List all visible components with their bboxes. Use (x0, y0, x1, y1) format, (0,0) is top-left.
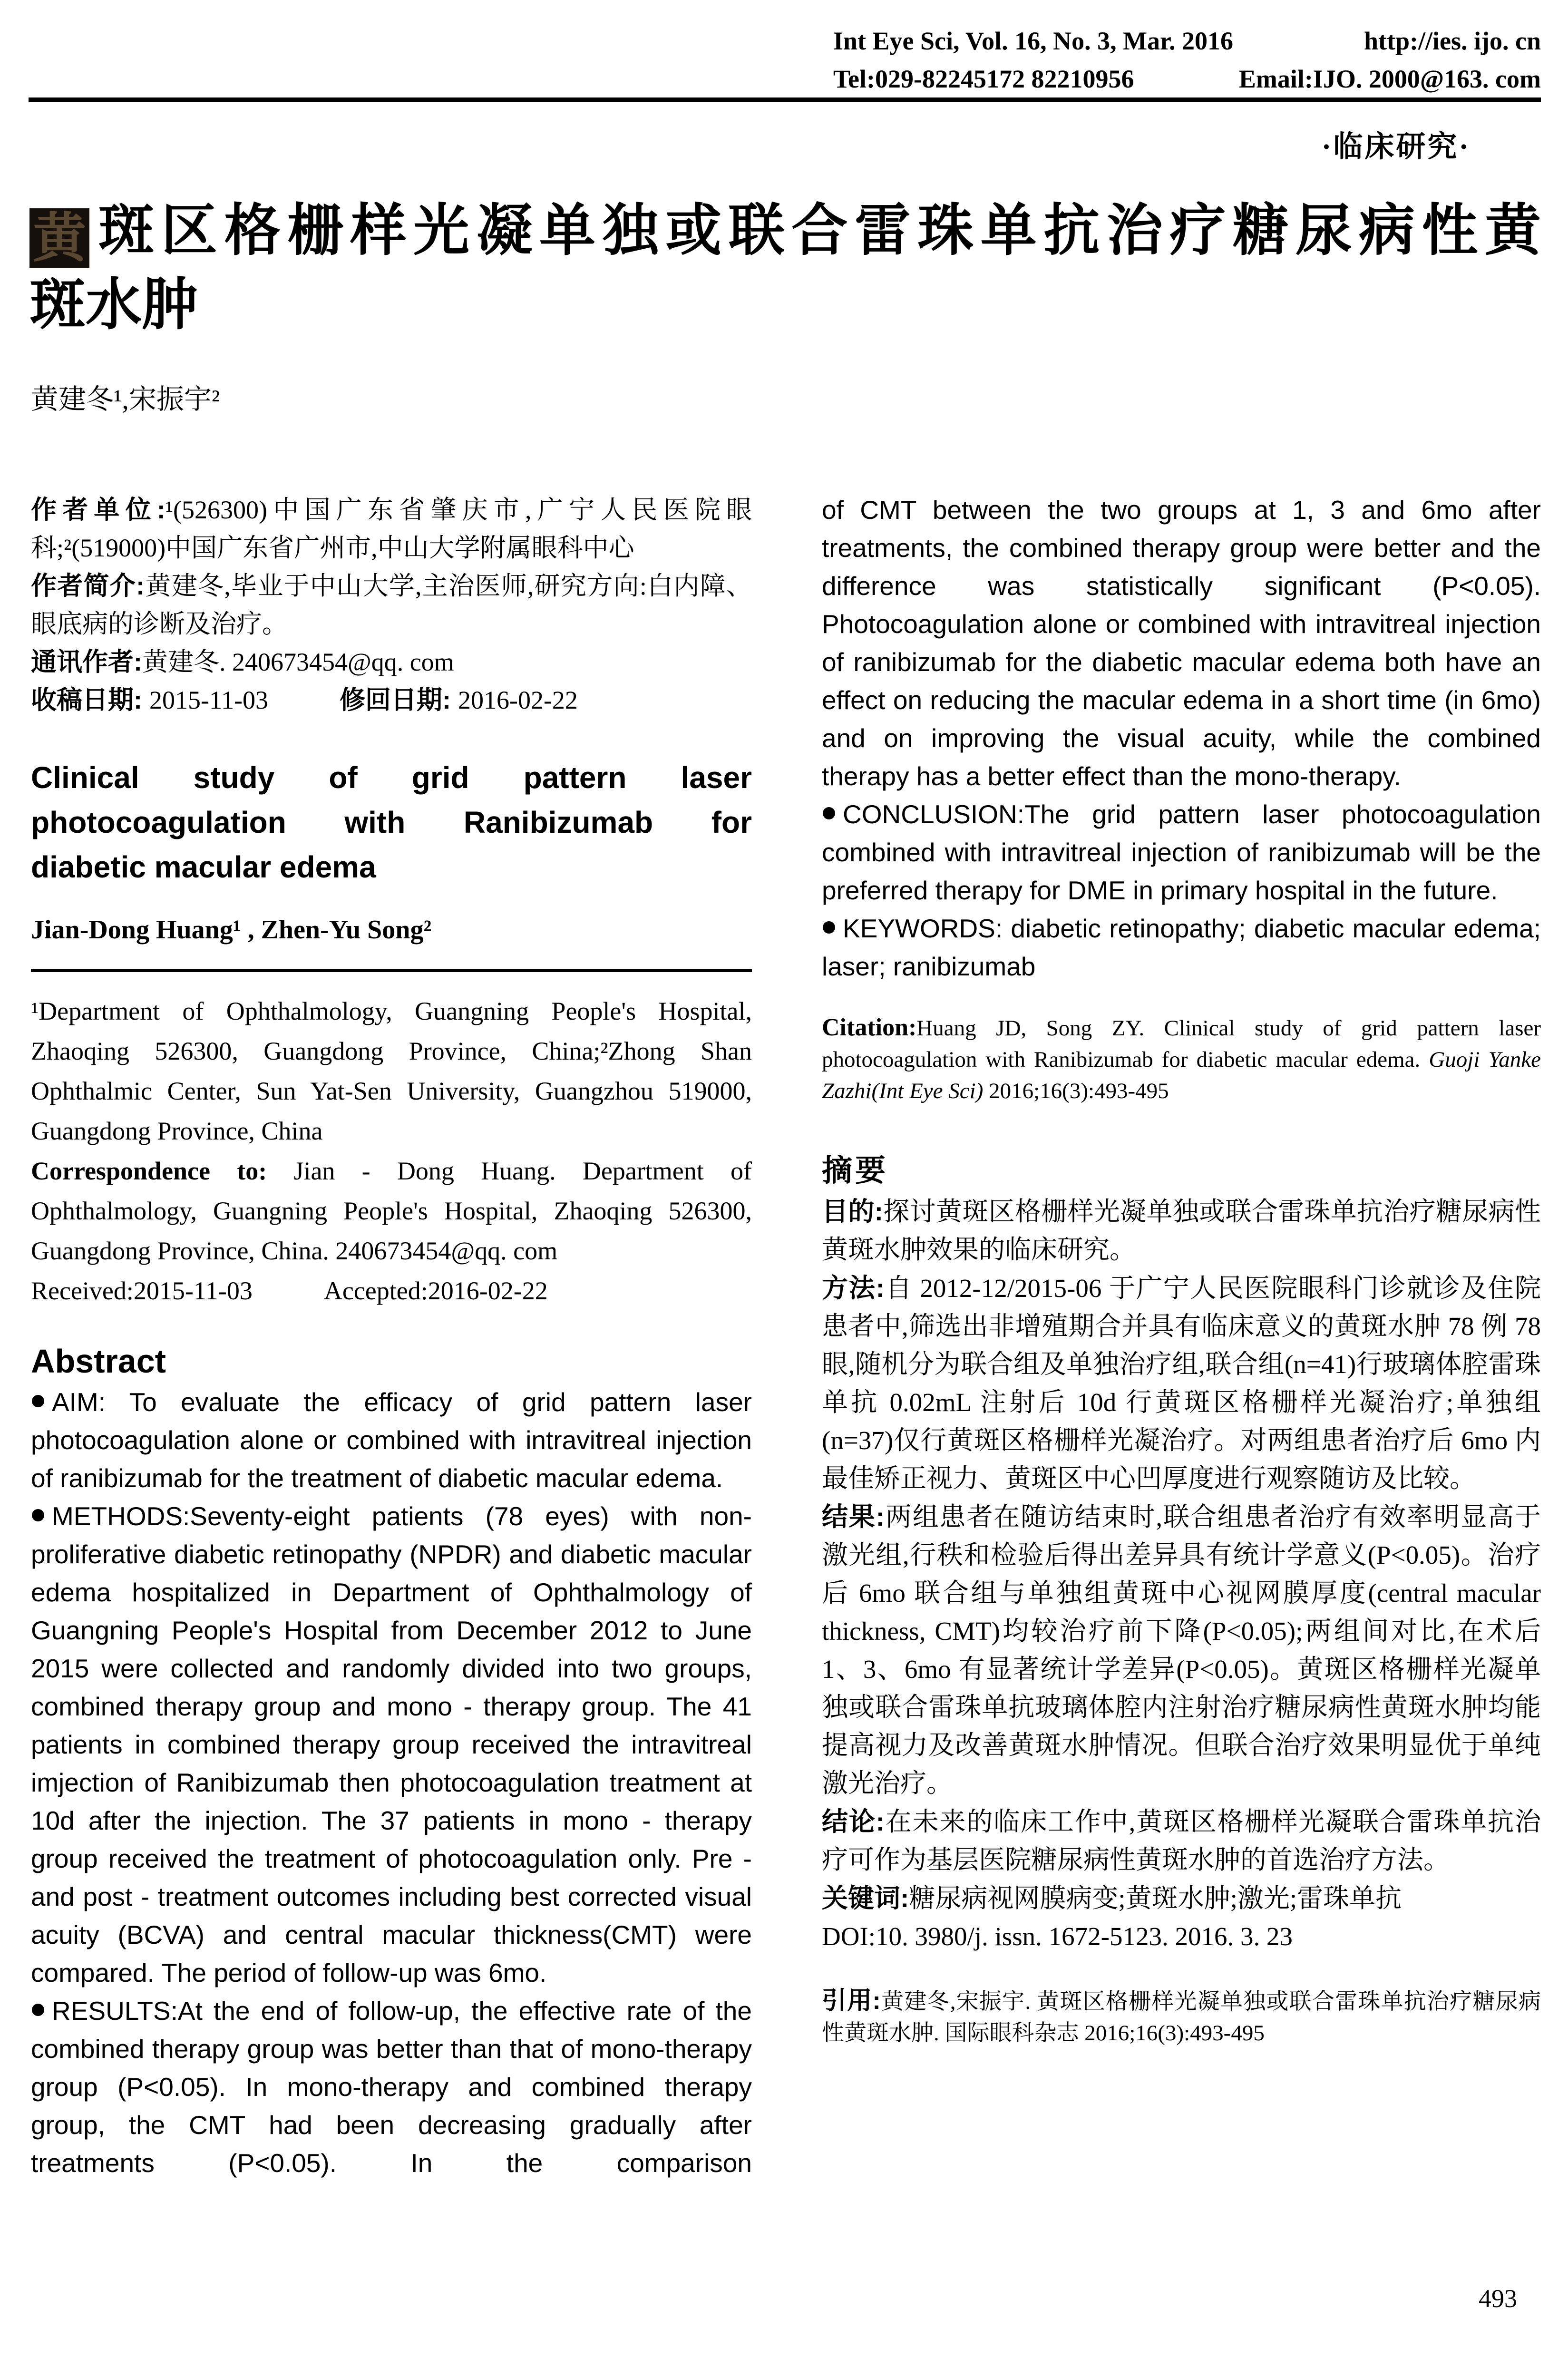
citation-en-paragraph (822, 1012, 1541, 1107)
bullet-icon (32, 1509, 44, 1521)
article-title-en (31, 755, 752, 889)
aim-cn-label: 目的: (822, 1197, 883, 1226)
doi-line: DOI:10. 3980/j. issn. 1672-5123. 2016. 3. 23 (822, 1922, 1293, 1951)
abstract-cn-conclusion-paragraph (822, 1802, 1541, 1879)
author-divider-rule (31, 969, 752, 972)
methods-text: Seventy-eight patients (78 eyes) with non-proliferative diabetic retinopathy (NPDR) and diabetic macular edema hospitalized in Department of Ophthalmology of Guangning People's Hospital from December 2012 to June 2015 were collected and randomly divided into two groups, combined therapy group and mono - therapy group. The 41 patients in combined therapy group received the intravitreal imjection of Ranibizumab then photocoagulation treatment at 10d after the injection. The 37 patients in mono - therapy group received the treatment of photocoagulation only. Pre - and post - treatment outcomes including best corrected visual acuity (BCVA) and central macular thickness(CMT) were compared. The period of follow-up was 6mo. (31, 1501, 752, 1987)
right-column (822, 491, 1541, 2049)
title-cn-line1 (29, 194, 1541, 268)
keywords-text: diabetic retinopathy; diabetic macular edema; laser; ranibizumab (822, 914, 1541, 981)
bullet-icon (32, 1395, 44, 1407)
article-title-cn (29, 194, 1541, 341)
abstract-heading: Abstract (31, 1343, 166, 1380)
citation-en-journal: Guoji Yanke Zazhi(Int Eye Sci) (822, 1047, 1541, 1103)
citation-en-text: Huang JD, Song ZY. Clinical study of grid pattern laser photocoagulation with Ranibizumab for diabetic macular edema. (822, 1016, 1541, 1072)
section-label: ·临床研究· (1321, 131, 1471, 163)
masthead-line-2 (833, 60, 1541, 98)
abstract-conclusion-paragraph (822, 795, 1541, 909)
title-cn-line1-text: 斑区格栅样光凝单独或联合雷珠单抗治疗糖尿病性黄 (91, 199, 1541, 262)
keywords-cn-text: 糖尿病视网膜病变;黄斑水肿;激光;雷珠单抗 (909, 1884, 1402, 1913)
author-unit-label: 作者单位: (31, 496, 166, 524)
keywords-cn-label: 关键词: (822, 1883, 909, 1913)
author-bio-paragraph (31, 567, 752, 643)
received-date-label: 收稿日期: (31, 686, 149, 714)
abstract-cn-keywords-paragraph (822, 1879, 1541, 1918)
bullet-icon (823, 921, 835, 934)
correspondence-paragraph (31, 1151, 752, 1271)
author-bio-label: 作者简介: (31, 572, 145, 600)
results-cn-label: 结果: (822, 1502, 885, 1531)
title-cn-line2: 斑水肿 (29, 273, 198, 336)
results-label: RESULTS: (52, 1996, 178, 2026)
correspondence-label: Correspondence to: (31, 1157, 267, 1185)
results-text-left: At the end of follow-up, the effective rate of the combined therapy group was better than that of mono-therapy group (P<0.05). In mono-therapy and combined therapy group, the CMT had been decreasing gradually after treatments (P<0.05). In the comparison (31, 1996, 752, 2178)
aim-cn-text: 探讨黄斑区格栅样光凝单独或联合雷珠单抗治疗糖尿病性黄斑水肿效果的临床研究。 (822, 1197, 1541, 1264)
author-bio-text: 黄建冬,毕业于中山大学,主治医师,研究方向:白内障、眼底病的诊断及治疗。 (31, 572, 752, 638)
keywords-label: KEYWORDS: (843, 914, 1003, 943)
citation-cn-text: 黄建冬,宋振宇. 黄斑区格栅样光凝单独或联合雷珠单抗治疗糖尿病性黄斑水肿. 国际眼科杂志 2016;16(3):493-495 (822, 1989, 1541, 2046)
citation-cn-label: 引用: (822, 1987, 881, 2015)
dropcap-character: 黄 (29, 208, 89, 268)
title-en-line2: photocoagulation with Ranibizumab for (31, 805, 752, 839)
masthead-rule (29, 97, 1541, 102)
abstract-keywords-paragraph (822, 909, 1541, 985)
author-unit-text: ¹(526300)中国广东省肇庆市,广宁人民医院眼科;²(519000)中国广东省广州市,中山大学附属眼科中心 (31, 496, 752, 562)
page-number: 493 (1479, 2284, 1517, 2313)
methods-label: METHODS: (52, 1501, 190, 1531)
abstract-cn-aim-paragraph (822, 1192, 1541, 1269)
conclusion-cn-text: 在未来的临床工作中,黄斑区格栅样光凝联合雷珠单抗治疗可作为基层医院糖尿病性黄斑水肿的首选治疗方法。 (822, 1807, 1541, 1874)
masthead-line-1 (833, 22, 1541, 60)
title-en-line1: Clinical study of grid pattern laser (31, 760, 752, 795)
authors-cn: 黄建冬¹,宋振宇² (31, 384, 220, 415)
left-column (31, 491, 752, 2182)
author-unit-paragraph (31, 491, 752, 567)
dates-en-paragraph (31, 1271, 752, 1311)
citation-en-tail: 2016;16(3):493-495 (983, 1079, 1169, 1103)
received-en: Received:2015-11-03 (31, 1276, 253, 1305)
journal-tel: Tel:029-82245172 82210956 (833, 65, 1134, 93)
bullet-icon (32, 2004, 44, 2016)
revised-date-label: 修回日期: (339, 686, 458, 714)
abstract-results-paragraph-left (31, 1992, 752, 2182)
results-cn-text: 两组患者在随访结束时,联合组患者治疗有效率明显高于激光组,行秩和检验后得出差异具有统计学意义(P<0.05)。治疗后 6mo 联合组与单独组黄斑中心视网膜厚度(central macular thickness, CMT)均较治疗前下降(P<0.05);两组间对比,在术后 1、3、6mo 有显著统计学差异(P<0.05)。黄斑区格栅样光凝单独或联合雷珠单抗玻璃体腔内注射治疗糖尿病性黄斑水肿均能提高视力及改善黄斑水肿情况。但联合治疗效果明显优于单纯激光治疗。 (822, 1502, 1541, 1798)
aim-text: To evaluate the efficacy of grid pattern laser photocoagulation alone or combined with intravitreal injection of ranibizumab for the treatment of diabetic macular edema. (31, 1387, 752, 1493)
revised-date-value: 2016-02-22 (458, 686, 578, 714)
corresponding-author-paragraph (31, 643, 752, 681)
conclusion-cn-label: 结论: (822, 1807, 885, 1836)
journal-masthead (833, 22, 1541, 98)
corresponding-author-text: 黄建冬. 240673454@qq. com (142, 648, 454, 676)
journal-website: http://ies. ijo. cn (1364, 27, 1541, 55)
journal-email: Email:IJO. 2000@163. com (1238, 65, 1541, 93)
abstract-cn-results-paragraph (822, 1498, 1541, 1802)
dates-cn-paragraph (31, 681, 752, 719)
abstract-results-paragraph-right: of CMT between the two groups at 1, 3 and 6mo after treatments, the combined therapy group were better and the difference was statistically significant (P<0.05). Photocoagulation alone or combined with intravitreal injection of ranibizumab for the diabetic macular edema both have an effect on reducing the macular edema in a short time (in 6mo) and on improving the visual acuity, while the combined therapy has a better effect than the mono-therapy. (822, 495, 1541, 791)
citation-cn-paragraph (822, 1985, 1541, 2049)
authors-en: Jian-Dong Huang¹ , Zhen-Yu Song² (31, 915, 432, 945)
conclusion-label: CONCLUSION: (843, 799, 1024, 829)
correspondence-text: Jian - Dong Huang. Department of Ophthalmology, Guangning People's Hospital, Zhaoqing 526300, Guangdong Province, China. 240673454@qq. com (31, 1157, 752, 1265)
corresponding-author-label: 通讯作者: (31, 648, 142, 676)
bullet-icon (823, 807, 835, 819)
conclusion-text: The grid pattern laser photocoagulation combined with intravitreal injection of ranibizumab will be the preferred therapy for DME in primary hospital in the future. (822, 799, 1541, 905)
citation-en-label: Citation: (822, 1014, 917, 1041)
abstract-aim-paragraph (31, 1383, 752, 1497)
abstract-cn-methods-paragraph (822, 1269, 1541, 1498)
title-en-line3: diabetic macular edema (31, 850, 376, 884)
methods-cn-text: 自 2012-12/2015-06 于广宁人民医院眼科门诊就诊及住院患者中,筛选出非增殖期合并具有临床意义的黄斑水肿 78 例 78 眼,随机分为联合组及单独治疗组,联合组(n=41)行玻璃体腔雷珠单抗 0.02mL 注射后 10d 行黄斑区格栅样光凝治疗;单独组(n=37)仅行黄斑区格栅样光凝治疗。对两组患者治疗后 6mo 内最佳矫正视力、黄斑区中心凹厚度进行观察随访及比较。 (822, 1274, 1541, 1493)
abstract-cn-heading: 摘要 (822, 1153, 888, 1188)
journal-issue: Int Eye Sci, Vol. 16, No. 3, Mar. 2016 (833, 27, 1234, 55)
aim-label: AIM: (52, 1387, 106, 1417)
methods-cn-label: 方法: (822, 1273, 885, 1303)
affiliation-paragraph: ¹Department of Ophthalmology, Guangning People's Hospital, Zhaoqing 526300, Guangdong Province, China;²Zhong Shan Ophthalmic Center, Sun Yat-Sen University, Guangzhou 519000, Guangdong Province, China (31, 997, 752, 1145)
abstract-methods-paragraph (31, 1497, 752, 1992)
accepted-en: Accepted:2016-02-22 (323, 1276, 548, 1305)
received-date-value: 2015-11-03 (149, 686, 268, 714)
